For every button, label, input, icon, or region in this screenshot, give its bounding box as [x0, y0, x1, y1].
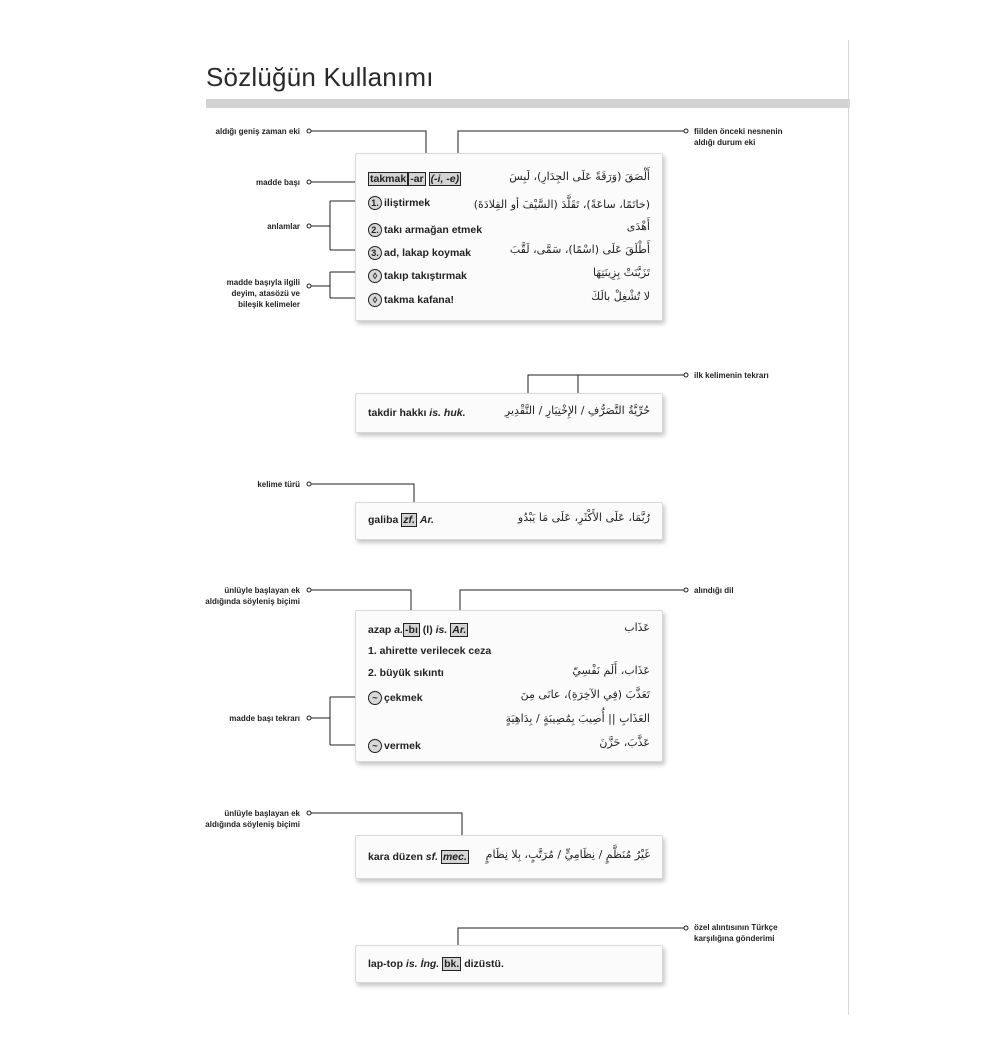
- arabic-row: [368, 198, 650, 218]
- arabic-text: أَطْلَقَ عَلَى (اسْمًا)، سَمَّى، لَقَّبَ: [509, 243, 650, 256]
- annotation-madde-basi: madde başı: [255, 178, 300, 187]
- idiom-marker: ◊: [368, 293, 382, 307]
- part-of-speech: sf.: [425, 851, 439, 863]
- entry-box-galiba: [355, 502, 663, 540]
- idiom-row: [368, 688, 650, 708]
- sense-text: iliştirmek: [384, 197, 431, 209]
- pronunciation-suffix: -bı: [405, 624, 418, 636]
- arabic-row: [368, 712, 650, 732]
- origin-label: Ar.: [452, 624, 467, 636]
- headword: kara düzen: [368, 851, 423, 863]
- sense-row: [368, 664, 650, 684]
- annotation-fiil-case: fiilden önceki nesnenin aldığı durum eki: [694, 127, 783, 147]
- entry-head-row: [368, 404, 650, 424]
- idiom-text: takma kafana!: [384, 294, 455, 306]
- sense-text: 2. büyük sıkıntı: [368, 667, 444, 679]
- pronunciation-note: (l): [422, 624, 433, 636]
- annotation-unluyle-1: ünlüyle başlayan ek aldığında söyleniş biçimi: [205, 586, 300, 606]
- entry-box-takdir-hakki: [355, 393, 663, 433]
- part-of-speech: is.: [405, 958, 418, 970]
- part-of-speech: is.: [435, 624, 448, 636]
- field-label: huk.: [443, 407, 466, 419]
- arabic-text: رُبَّمَا، عَلَى الأَكْثَرِ، عَلَى مَا يَبْدُو: [517, 511, 650, 524]
- headword: galiba: [368, 514, 399, 526]
- origin-label: İng.: [420, 958, 440, 970]
- idiom-text: vermek: [384, 740, 421, 752]
- annotation-aorist: aldığı geniş zaman eki: [215, 127, 300, 136]
- part-of-speech: a.: [394, 624, 404, 636]
- arabic-text: عَذَّبَ، حَزَّنَ: [599, 736, 650, 749]
- arabic-text: تَزَيَّنَتْ بِزِينَتِهَا: [592, 266, 650, 279]
- sense-number: 2.: [368, 223, 382, 237]
- aorist-suffix: -ar: [410, 173, 424, 185]
- idiom-row: [368, 736, 650, 756]
- cross-reference-target: dizüstü.: [464, 958, 504, 970]
- sense-row: [368, 642, 650, 662]
- sense-number: 3.: [368, 246, 382, 260]
- headword: lap-top: [368, 958, 403, 970]
- part-of-speech: zf.: [403, 514, 415, 526]
- arabic-text: أَهْدَى: [626, 220, 650, 233]
- idiom-marker: ◊: [368, 269, 382, 283]
- headword: azap: [368, 624, 392, 636]
- arabic-text: حُرِّيَّةُ التَّصَرُّفِ / الإِخْتِيَارِ / التَّقْدِيرِ: [504, 404, 650, 417]
- entry-head-row: [368, 848, 650, 868]
- entry-head-row: [368, 955, 650, 975]
- idiom-text: çekmek: [384, 692, 423, 704]
- sense-text: 1. ahirette verilecek ceza: [368, 645, 492, 657]
- arabic-text: (خاتَمًا، ساعَةً)، تَقَلَّدَ (السَّيْفَ أو القِلادَةَ): [473, 198, 650, 211]
- arabic-head: عَذَاب: [624, 621, 650, 634]
- sense-text: ad, lakap koymak: [384, 247, 471, 259]
- annotation-ozel-alinti: özel alıntısının Türkçe karşılığına gönderimi: [694, 923, 778, 943]
- annotation-unluyle-2: ünlüyle başlayan ek aldığında söyleniş biçimi: [205, 809, 300, 829]
- case-suffix: (-i, -e): [430, 173, 460, 185]
- usage-label: mec.: [442, 851, 467, 863]
- annotation-anlamlar: anlamlar: [267, 222, 300, 231]
- headword: takmak: [370, 173, 407, 185]
- sense-number: 1.: [368, 196, 382, 210]
- entry-box-takmak: [355, 153, 663, 321]
- sense-text: takı armağan etmek: [384, 224, 483, 236]
- annotation-ilk-kelime: ilk kelimenin tekrarı: [694, 371, 769, 380]
- entry-head-row: [368, 170, 650, 190]
- idiom-text: takıp takıştırmak: [384, 270, 467, 282]
- arabic-text: العَذَابِ || أُصِيبَ بِمُصِيبَةٍ / بِدَاهِيَةٍ: [505, 712, 650, 725]
- idiom-row: [368, 290, 650, 310]
- origin-label: Ar.: [419, 514, 434, 526]
- annotation-madde-basi-tekrari: madde başı tekrarı: [229, 714, 300, 723]
- annotation-deyim: madde başıyla ilgili deyim, atasözü ve bileşik kelimeler: [226, 278, 300, 309]
- arabic-text: عَذَاب، أَلَم نَفْسِيّ: [572, 664, 650, 677]
- idiom-row: [368, 266, 650, 286]
- annotation-kelime-turu: kelime türü: [257, 480, 300, 489]
- arabic-head: أَلْصَقَ (وَرَقَةً عَلَى الجِدَارِ)، لَبِسَ: [509, 170, 650, 183]
- entry-box-azap: [355, 610, 663, 762]
- sense-row: [368, 220, 650, 240]
- entry-head-row: [368, 511, 650, 531]
- arabic-text: غَيْرُ مُنَظَّمٍ / نِظَامِيٍّ / مُرَتَّبٍ، بِلا نِظَامٍ: [485, 848, 650, 861]
- headword: takdir hakkı: [368, 407, 427, 419]
- part-of-speech: is.: [429, 407, 441, 419]
- entry-box-lap-top: [355, 945, 663, 983]
- page-title: Sözlüğün Kullanımı: [206, 62, 434, 92]
- arabic-text: تَعَذَّبَ (فِي الآخِرَةِ)، عانَى مِنَ: [520, 688, 650, 701]
- entry-head-row: [368, 621, 650, 641]
- sense-row: [368, 243, 650, 263]
- repeat-marker: ~: [368, 739, 382, 753]
- repeat-marker: ~: [368, 691, 382, 705]
- cross-reference-label: bk.: [444, 958, 460, 970]
- entry-box-kara-duzen: [355, 835, 663, 879]
- annotation-alindigi-dil: alındığı dil: [694, 586, 734, 595]
- arabic-text: لا تُشْغِلْ بالَكَ: [591, 290, 650, 303]
